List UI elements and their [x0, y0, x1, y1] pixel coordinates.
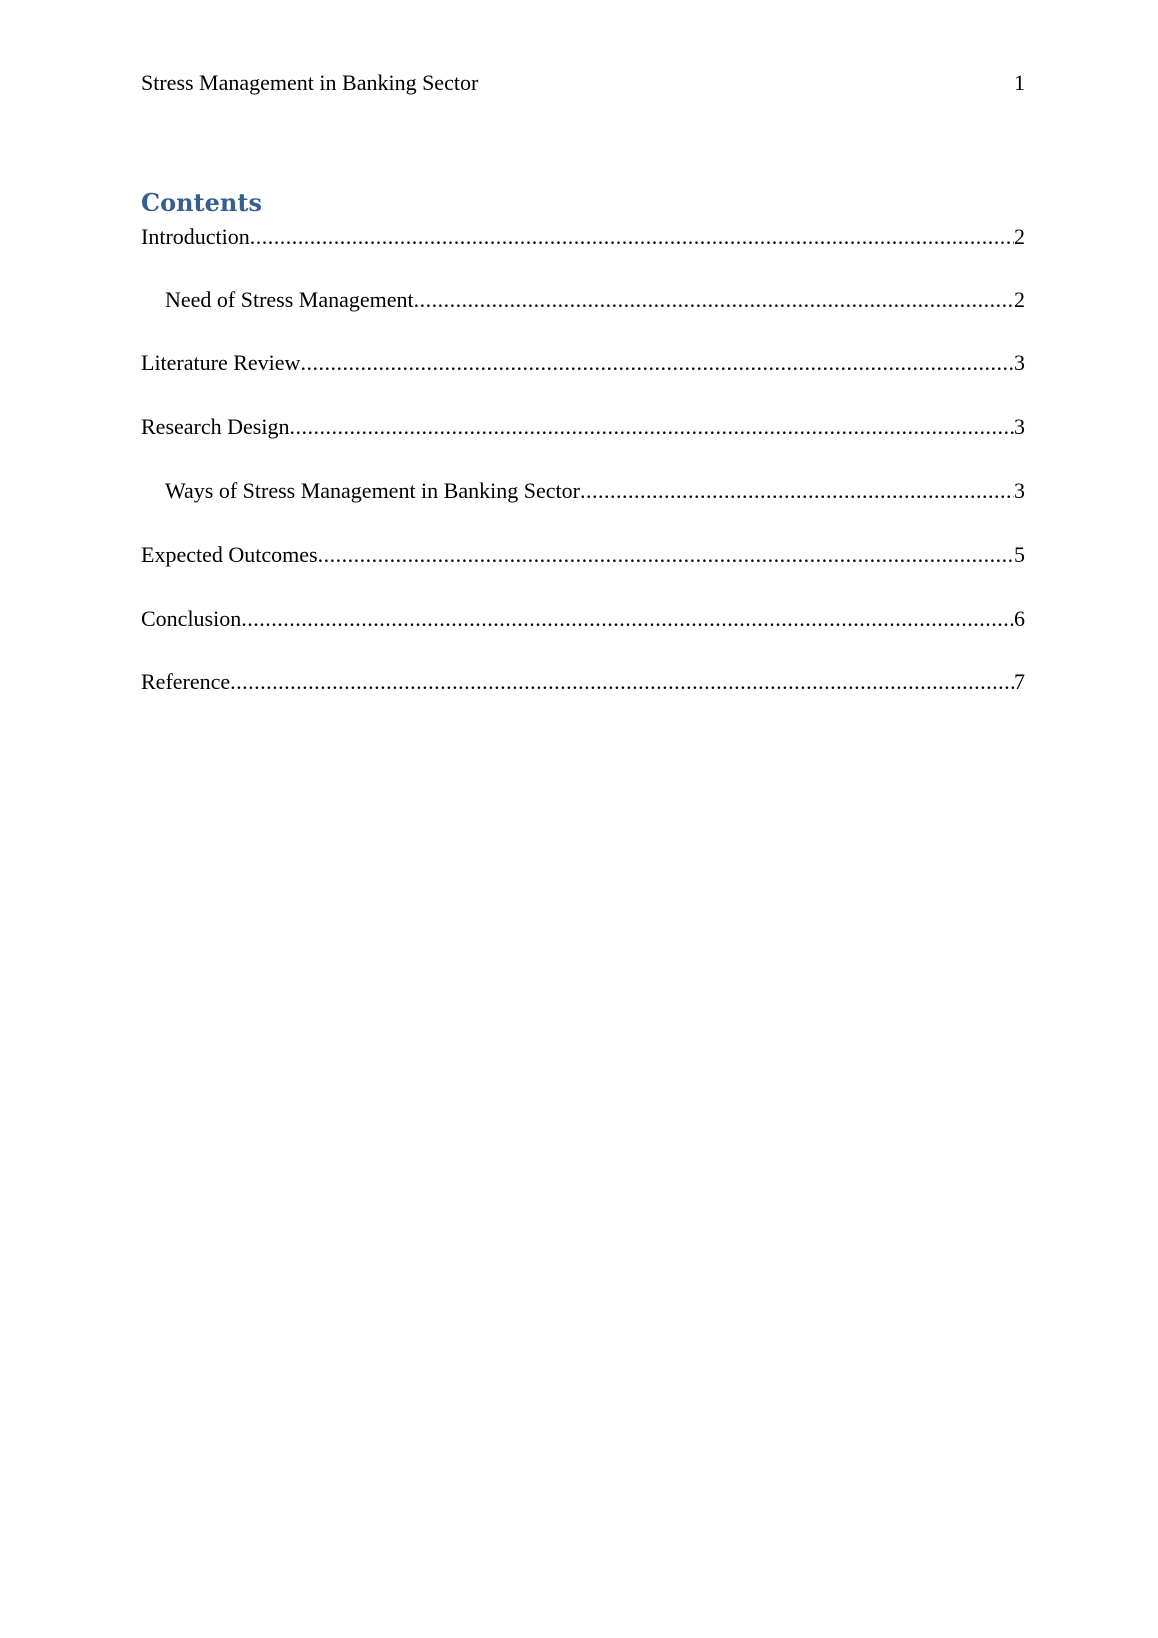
- toc-dot-leader: [289, 412, 1014, 442]
- toc-entry-title: Ways of Stress Management in Banking Sector: [165, 478, 580, 503]
- toc-entry-need-of-stress-management[interactable]: [165, 285, 1025, 315]
- toc-entry-page: 3: [1014, 414, 1025, 439]
- toc-entry-conclusion[interactable]: [141, 604, 1025, 634]
- toc-entry-title: Need of Stress Management: [165, 287, 414, 312]
- toc-entry-title: Conclusion: [141, 606, 242, 631]
- toc-entry-introduction[interactable]: [141, 222, 1025, 252]
- toc-entry-title: Research Design: [141, 414, 290, 439]
- toc-entry-title: Reference: [141, 669, 231, 694]
- toc-heading: Contents: [141, 188, 262, 217]
- toc-entry-title: Introduction: [141, 224, 250, 249]
- toc-entry-title: Literature Review: [141, 350, 301, 375]
- toc-entry-research-design[interactable]: [141, 412, 1025, 442]
- toc-dot-leader: [580, 476, 1014, 506]
- toc-dot-leader: [414, 285, 1014, 315]
- toc-entry-page: 6: [1014, 606, 1025, 631]
- toc-entry-title: Expected Outcomes: [141, 542, 318, 567]
- toc-entry-reference[interactable]: [141, 667, 1025, 697]
- page-number: 1: [1014, 70, 1025, 95]
- toc-dot-leader: [250, 222, 1014, 252]
- toc-entry-page: 2: [1014, 287, 1025, 312]
- toc-dot-leader: [300, 348, 1014, 378]
- toc-dot-leader: [230, 667, 1014, 697]
- toc-entry-page: 3: [1014, 478, 1025, 503]
- toc-entry-ways-of-stress-management[interactable]: [165, 476, 1025, 506]
- toc-dot-leader: [318, 540, 1014, 570]
- toc-entry-page: 7: [1014, 669, 1025, 694]
- toc-dot-leader: [241, 604, 1014, 634]
- toc-entry-page: 2: [1014, 224, 1025, 249]
- running-title: Stress Management in Banking Sector: [141, 70, 479, 95]
- toc-entry-page: 3: [1014, 350, 1025, 375]
- page-header: [141, 68, 1025, 98]
- toc-entry-literature-review[interactable]: [141, 348, 1025, 378]
- toc-entry-expected-outcomes[interactable]: [141, 540, 1025, 570]
- toc-entry-page: 5: [1014, 542, 1025, 567]
